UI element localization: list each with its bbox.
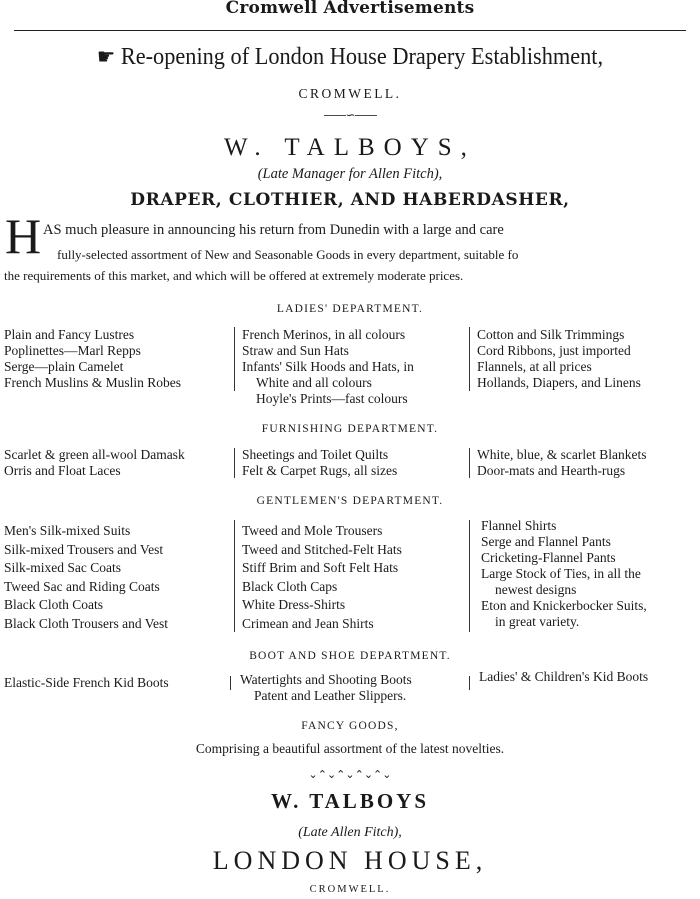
ladies-column-3 [477,327,641,391]
list-item: Scarlet & green all-wool Damask [4,447,185,462]
furnishing-column-1 [4,447,185,479]
furnishing-department-heading: FURNISHING DEPARTMENT. [261,423,439,435]
footer-house-name: LONDON HOUSE, [212,846,488,875]
column-divider [469,327,470,391]
list-item: Patent and Leather Slippers. [254,688,407,703]
footer-proprietor-name: W. TALBOYS [271,789,429,813]
gentlemen-department-heading: GENTLEMEN'S DEPARTMENT. [256,495,444,507]
list-item: Crimean and Jean Shirts [242,615,374,631]
list-item: Hoyle's Prints—fast colours [256,391,408,406]
column-divider [469,520,470,632]
page-header-title: Cromwell Advertisements [225,0,475,18]
list-item: Cricketing-Flannel Pants [481,550,616,565]
footer-former-role: (Late Allen Fitch), [298,825,402,840]
ladies-department-heading: LADIES' DEPARTMENT. [276,303,424,315]
town-name: CROMWELL. [298,86,402,101]
proprietor-former-role: (Late Manager for Allen Fitch), [257,166,443,182]
drop-cap: H [5,208,42,264]
list-item: Flannels, at all prices [477,359,592,374]
list-item: in great variety. [495,614,580,629]
list-item: Black Cloth Coats [4,597,103,612]
column-divider [469,676,470,690]
headline-text: Re-opening of London House Drapery Establishment, [120,44,604,70]
boots-column-3 [479,669,648,685]
list-item: Stiff Brim and Soft Felt Hats [242,560,399,575]
intro-line-2: fully-selected assortment of New and Seasonable Goods in every department, suitable fo [57,247,519,262]
decorative-ornament: ⌄⌃⌄⌃⌄⌃⌄⌃⌄ [308,768,392,781]
intro-line-1: AS much pleasure in announcing his return from Dunedin with a large and care [43,222,504,238]
header-rule [14,30,686,31]
column-divider [230,676,231,690]
list-item: Cotton and Silk Trimmings [477,327,625,342]
list-item: Felt & Carpet Rugs, all sizes [242,463,398,478]
furnishing-column-3 [477,447,646,479]
list-item: Elastic-Side French Kid Boots [4,675,169,690]
list-item: Silk-mixed Trousers and Vest [4,541,164,557]
list-item: newest designs [495,582,577,597]
list-item: Tweed Sac and Riding Coats [4,578,160,594]
boots-column-2 [240,672,412,704]
proprietor-name: W. TALBOYS, [224,134,476,161]
list-item: Eton and Knickerbocker Suits, [481,598,647,613]
list-item: Men's Silk-mixed Suits [4,523,131,538]
list-item: Black Cloth Trousers and Vest [4,615,169,631]
trade-description: DRAPER, CLOTHIER, AND HABERDASHER, [130,190,570,210]
column-divider [469,448,470,478]
footer-town: CROMWELL. [309,884,391,895]
intro-line-3: the requirements of this market, and which will be offered at extremely moderate prices. [4,268,464,283]
list-item: Poplinettes—Marl Repps [4,343,141,358]
list-item: White and all colours [256,375,372,390]
list-item: Sheetings and Toilet Quilts [242,447,389,462]
gentlemen-column-1 [4,522,168,633]
list-item: White Dress-Shirts [242,597,346,612]
fancy-goods-heading: FANCY GOODS, [301,720,399,732]
list-item: Infants' Silk Hoods and Hats, in [242,359,414,374]
list-item: French Muslins & Muslin Robes [4,375,182,390]
list-item: Tweed and Stitched-Felt Hats [242,541,402,557]
list-item: Door-mats and Hearth-rugs [477,463,626,478]
ladies-column-1 [4,327,181,391]
fancy-goods-text: Comprising a beautiful assortment of the latest novelties. [195,741,505,756]
gentlemen-column-2 [242,522,402,633]
list-item: Black Cloth Caps [242,578,338,594]
list-item: Silk-mixed Sac Coats [4,560,121,575]
list-item: Ladies' & Children's Kid Boots [479,669,649,684]
gentlemen-column-3 [481,518,647,630]
list-item: Hollands, Diapers, and Linens [477,375,641,390]
list-item: Large Stock of Ties, in all the [481,566,641,581]
furnishing-column-2 [242,447,397,479]
headline [25,44,676,71]
list-item: Straw and Sun Hats [242,343,349,358]
list-item: Orris and Float Laces [4,463,121,478]
column-divider [234,520,235,632]
list-item: French Merinos, in all colours [242,327,406,342]
pointing-hand-icon: ☛ [96,44,116,69]
boots-column-1 [4,675,169,691]
list-item: Flannel Shirts [481,518,557,533]
ladies-column-2 [242,327,414,407]
list-item: Cord Ribbons, just imported [477,343,631,358]
swash-ornament: ——∽—— [323,108,377,122]
list-item: Serge—plain Camelet [4,359,124,374]
boots-department-heading: BOOT AND SHOE DEPARTMENT. [249,650,451,662]
list-item: Plain and Fancy Lustres [4,327,135,342]
list-item: Watertights and Shooting Boots [240,672,412,687]
column-divider [234,448,235,478]
list-item: Tweed and Mole Trousers [242,523,383,538]
list-item: Serge and Flannel Pants [481,534,611,549]
column-divider [234,327,235,391]
list-item: White, blue, & scarlet Blankets [477,447,647,462]
